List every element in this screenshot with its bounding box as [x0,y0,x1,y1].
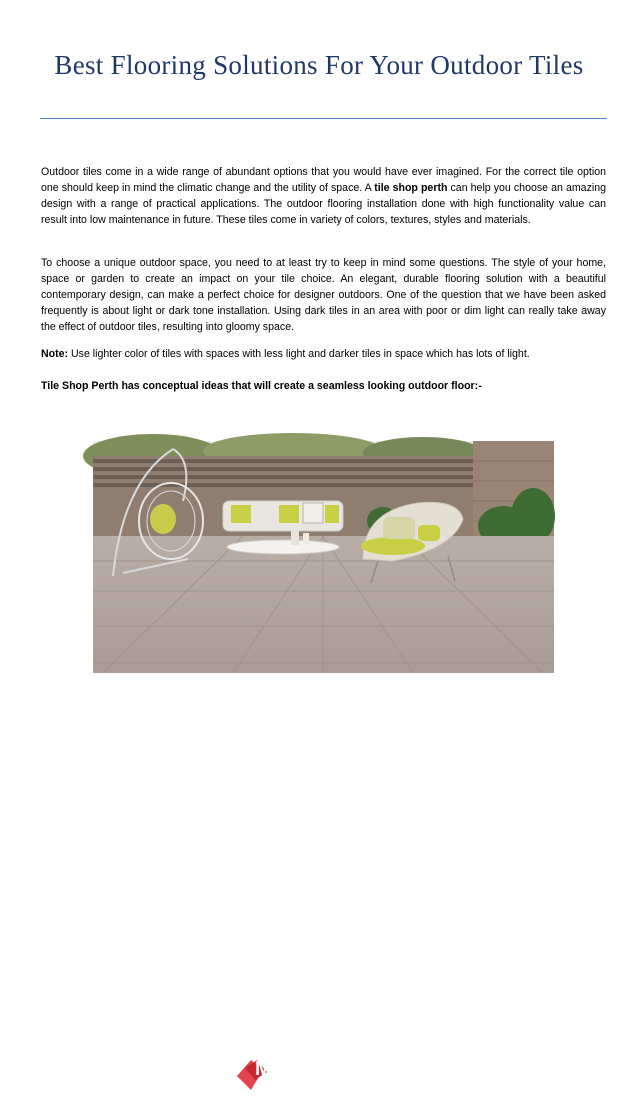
outdoor-tiles-photo [93,441,554,1090]
note-text: Use lighter color of tiles with spaces with less light and darker tiles in space which has lots of light. [68,348,530,360]
intro-text-start: Outdoor tiles come in a wide range of abundant options that you would have ever imagined. For the correct tile option one should keep in mind the climatic change and the utility of space. A [41,166,606,195]
logo-wordmark: MALAGA [255,1058,349,1080]
intro-paragraph [41,164,606,228]
tile-shop-perth-link: tile shop perth [374,182,448,195]
title-underline [40,118,607,119]
page-title: Best Flooring Solutions For Your Outdoor Tiles [54,50,584,80]
note-label: Note: [41,348,69,360]
choice-paragraph: To choose a unique outdoor space, you need to at least try to keep in mind some questions. The style of your home, space or garden to create an impact on your tile choice. An elegant, durable flooring solution with a beautiful contemporary design, can make a perfect choice for designer outdoors. One of the question that we have been asked frequently is about light or dark tone installation. Using dark tiles in an area with poor or dim light can really take away the effect of outdoor tiles, resulting into gloomy space. [41,257,606,334]
section-heading [41,378,606,394]
section-heading-text: Tile Shop Perth has conceptual ideas that will create a seamless looking outdoor floor:- [41,380,482,392]
intro-text-end: can help you choose an amazing design with a range of practical applications. The outdoor flooring installation done with high functionality value can result into low maintenance in future. These tiles come in variety of colors, textures, styles and materials. [41,182,607,227]
logo-subtitle: TILE CENTRE [267,1080,332,1090]
note-paragraph [41,346,606,362]
